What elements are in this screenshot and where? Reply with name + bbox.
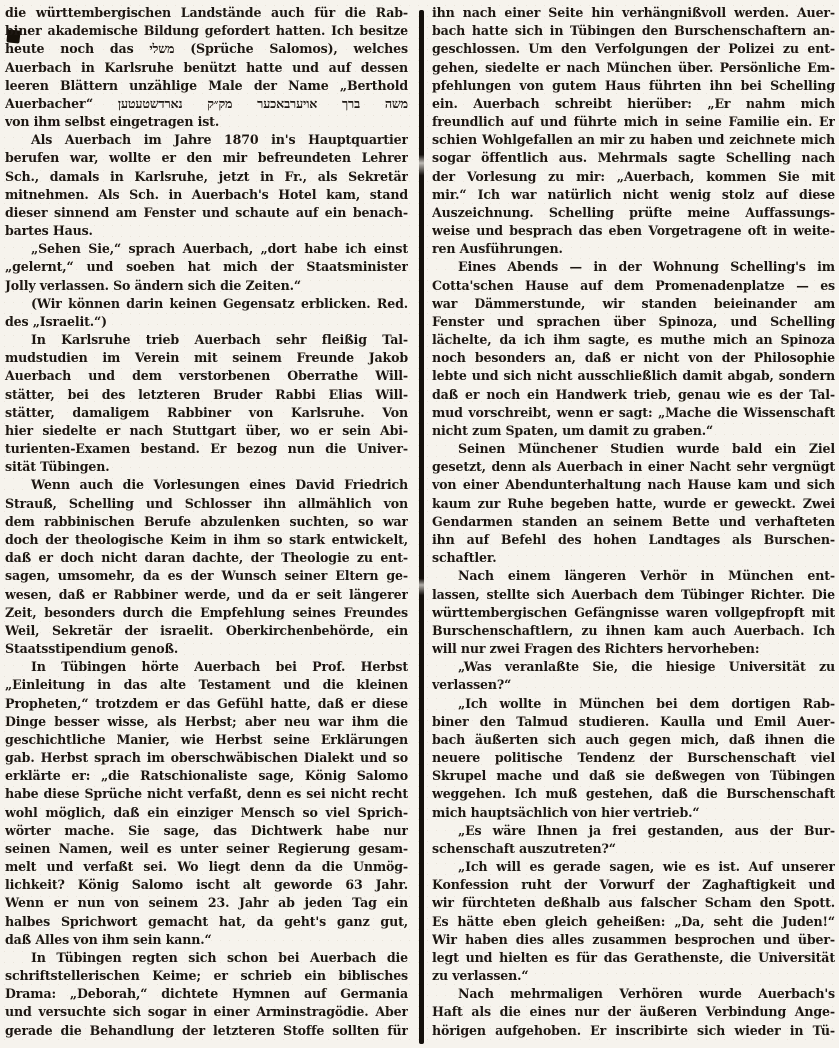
text-line: geschichtliche Manier, wie Herbst seine Erklärungen	[5, 731, 408, 747]
text-line: sität Tübingen.	[5, 459, 110, 475]
text-line: war Dämmerstunde, wir standen beieinander am	[432, 295, 835, 311]
text-line: Seinen Münchener Studien wurde bald ein Ziel	[458, 441, 835, 457]
text-line: daß er doch nicht daran dachte, der Theologie zu ent-	[5, 550, 408, 566]
text-line: In Tübingen hörte Auerbach bei Prof. Herbst	[31, 659, 408, 675]
text-line: die württembergischen Landstände auch für die Rab-	[5, 5, 408, 20]
text-line: gab. Herbst sprach im oberschwäbischen Dialekt und so	[5, 750, 408, 766]
text-line: Es hätte eben gleich geheißen: „Da, seht die Juden!“	[432, 913, 835, 929]
text-line: „Ich wollte in München bei dem dortigen Rab-	[458, 695, 835, 711]
text-line: dieser sinnend am Fenster und schaute auf ein benach-	[5, 204, 408, 220]
text-line: von ihm selbst eingetragen ist.	[5, 114, 220, 130]
text-line: Drama: „Deborah,“ dichtete Hymnen auf Germania	[5, 986, 408, 1002]
text-line: mitnehmen. Als Sch. in Auerbach's Hotel kam, stand	[5, 186, 408, 202]
text-line: „Sehen Sie,“ sprach Auerbach, „dort habe ich einst	[31, 241, 408, 257]
text-line: lächelte, da ich ihm sagte, es muthe mich an Spinoza	[432, 332, 835, 348]
text-line: verlassen?“	[432, 677, 512, 693]
text-line: legt und hielten es für das Gerathenste, die Universität	[432, 949, 835, 965]
text-line: Nach mehrmaligen Verhören wurde Auerbach's	[458, 986, 835, 1002]
text-line: Eines Abends — in der Wohnung Schelling's im	[458, 259, 835, 275]
text-line: stätter, damaligem Rabbiner von Karlsruhe. Von	[5, 404, 408, 420]
text-line: melt und verfaßt sei. Wo liegt denn da die Unmög-	[5, 859, 408, 875]
text-line: „Was veranlaßte Sie, die hiesige Universität zu	[458, 659, 835, 675]
text-line: noch besonders an, daß er nicht von der Philosophie	[432, 350, 835, 366]
text-line: halbes Sprichwort gemacht hat, da geht's ganz gut,	[5, 913, 408, 929]
text-line: Haft als die eines nur der äußeren Verbindung Ange-	[432, 1004, 835, 1020]
text-line: Auszeichnung. Schelling prüfte meine Auffassungs-	[432, 204, 835, 220]
text-line: Wenn er nun von seinem 23. Jahr ab jeden Tag ein	[5, 895, 408, 911]
text-line: nicht zum Spaten, um damit zu graben.“	[432, 422, 714, 438]
text-line: hörigen aufgehoben. Er inscribirte sich wieder in Tü-	[432, 1022, 835, 1038]
text-line: bach äußerten sich auch gegen mich, daß ihnen die	[432, 731, 835, 747]
text-line: schriftstellerischen Keime; er schrieb ein biblisches	[5, 968, 408, 984]
text-line: des „Israelit.“)	[5, 313, 107, 329]
text-line: Staatsstipendium genoß.	[5, 641, 179, 657]
text-line: dem rabbinischen Berufe abzulenken suchten, so war	[5, 513, 408, 529]
text-line: Burschenschaftlern, zu ihnen kam auch Auerbach. Ich	[432, 622, 835, 638]
text-line: mir.“ Ich war natürlich nicht wenig stolz auf diese	[432, 186, 835, 202]
text-line: Auerbach und dem verstorbenen Oberrathe Will-	[5, 368, 408, 384]
text-line: In Karlsruhe trieb Auerbach sehr fleißig Tal-	[31, 332, 408, 348]
text-line: mudstudien im Verein mit seinem Freunde Jakob	[5, 350, 408, 366]
text-line: sagen, umsomehr, da es der Wunsch seiner Eltern ge-	[5, 568, 408, 584]
text-line: „Es wäre Ihnen ja frei gestanden, aus der Bur-	[458, 822, 835, 838]
text-line: ein. Auerbach schreibt hierüber: „Er nahm mich	[432, 95, 835, 111]
text-line: leeren Blättern unzählige Male der Name „Berthold	[5, 77, 408, 93]
text-line: mich hauptsächlich von hier vertrieb.“	[432, 804, 700, 820]
text-line: Auerbacher“ משה ברך אויערבאכער מק״ק נארדשטעטען	[5, 95, 408, 111]
text-line: Dinge besser wisse, als Herbst; aber neu war ihm die	[5, 713, 408, 729]
text-line: wesen, daß er Rabbiner werde, und da er seit längerer	[5, 586, 408, 602]
text-line: mud vorschreibt, wenn er sagt: „Mache die Wissenschaft	[432, 404, 835, 420]
text-line: schenschaft auszutreten?“	[432, 840, 616, 856]
text-line: biner akademische Bildung gefordert hatten. Ich besitze	[5, 23, 408, 39]
text-line: daß Alles von ihm sein kann.“	[5, 931, 212, 947]
text-line: gerade die Behandlung der letzteren Stoffe sollten für	[5, 1022, 408, 1038]
text-line: Nach einem längeren Verhör in München ent-	[458, 568, 835, 584]
text-line: Wenn auch die Vorlesungen eines David Friedrich	[31, 477, 408, 493]
text-line: berufen war, wollte er den mir befreundeten Lehrer	[5, 150, 408, 166]
text-line: Fenster und sprachen über Spinoza, und Schelling	[432, 313, 835, 329]
text-line: Propheten,“ trotzdem er das Gefühl hatte, daß er diese	[5, 695, 408, 711]
text-line: zu verlassen.“	[432, 968, 529, 984]
text-line: gehen, siedelte er nach München über. Persönliche Em-	[432, 59, 835, 75]
text-line: Gendarmen standen an seinem Bette und verhafteten	[432, 513, 835, 529]
text-line: daß er noch ein Handwerk trieb, genau wie es der Tal-	[432, 386, 835, 402]
text-line: ihn nach einer Seite hin verhängnißvoll werden. Auer-	[432, 5, 835, 20]
text-line: biner den Talmud studieren. Kaulla und Emil Auer-	[432, 713, 835, 729]
text-line: ren Ausführungen.	[432, 241, 563, 257]
text-line: Zeit, besonders durch die Empfehlung seines Freundes	[5, 604, 408, 620]
text-line: Als Auerbach im Jahre 1870 in's Hauptquartier	[31, 132, 408, 148]
text-line: Strauß, Schelling und Schlosser ihn allmählich von	[5, 495, 408, 511]
text-line: freundlich auf und führte mich in seine Familie ein. Er	[432, 114, 835, 130]
text-line: geschlossen. Um den Verfolgungen der Polizei zu ent-	[432, 41, 835, 57]
text-line: von einer Abendunterhaltung nach Hause kam und sich	[432, 477, 835, 493]
text-line: lichkeit? König Salomo ischt alt geworde 63 Jahr.	[5, 877, 408, 893]
text-line: In Tübingen regten sich schon bei Auerbach die	[31, 949, 408, 965]
text-line: gesetzt, denn als Auerbach in einer Nacht sehr vergnügt	[432, 459, 835, 475]
text-line: und versuchte sich sogar in einer Arminstragödie. Aber	[5, 1004, 408, 1020]
text-line: sogar öffentlich aus. Mehrmals sagte Schelling nach	[432, 150, 835, 166]
text-line: bach hatte sich in Tübingen den Burschenschaftern an-	[432, 23, 835, 39]
text-line: habe diese Sprüche nicht verfaßt, denn es sei nicht recht	[5, 786, 408, 802]
text-line: lassen, stellte sich Auerbach dem Tübinger Richter. Die	[432, 586, 835, 602]
text-line: kaum zur Ruhe begeben hatte, wurde er geweckt. Zwei	[432, 495, 835, 511]
text-line: wohl möglich, daß ein einziger Mensch so viel Sprich-	[5, 804, 408, 820]
text-line: wir fürchteten deßhalb aus falscher Scham den Spott.	[432, 895, 835, 911]
text-line: (Wir können darin keinen Gegensatz erblicken. Red.	[31, 295, 408, 311]
text-line: Sch., damals in Karlsruhe, jetzt in Fr., als Sekretär	[5, 168, 408, 184]
left-text-column	[5, 4, 408, 1044]
column-divider-rule	[419, 10, 424, 1044]
text-line: „Ich will es gerade sagen, wie es ist. Auf unserer	[458, 859, 835, 875]
text-line: pfehlungen von gutem Haus führten ihn bei Schelling	[432, 77, 835, 93]
text-line: neuere politische Tendenz der Burschenschaft viel	[432, 750, 835, 766]
text-line: weise und besprach das eben Vorgetragene oft in weite-	[432, 223, 835, 239]
text-line: stätter, bei des letzteren Bruder Rabbi Elias Will-	[5, 386, 408, 402]
text-line: Konfession ruht der Vorwurf der Zaghaftigkeit und	[432, 877, 835, 893]
text-line: Weil, Sekretär der israelit. Oberkirchenbehörde, ein	[5, 622, 408, 638]
text-line: württembergischen Gefängnisse waren vollgepfropft mit	[432, 604, 835, 620]
text-line: Jolly verlassen. So ändern sich die Zeiten.“	[5, 277, 301, 293]
text-line: turienten-Examen bestand. Er bezog nun die Univer-	[5, 441, 408, 457]
text-line: weggehen. Ich muß gestehen, daß die Burschenschaft	[432, 786, 835, 802]
text-line: doch der theologische Keim in ihm so stark entwickelt,	[5, 531, 408, 547]
text-line: schaftler.	[432, 550, 497, 566]
text-line: schien Wohlgefallen an mir zu haben und zeichnete mich	[432, 132, 835, 148]
text-line: Wir haben dies alles zusammen besprochen und über-	[432, 931, 835, 947]
text-line: wörter mache. Sie sage, das Dichtwerk habe nur	[5, 822, 408, 838]
text-line: erklärte er: „die Ratschionaliste sage, König Salomo	[5, 768, 408, 784]
text-line: Auerbach in Karlsruhe benützt hatte und auf dessen	[5, 59, 408, 75]
text-line: seinen Namen, weil es unter seiner Regierung gesam-	[5, 840, 408, 856]
text-line: Skrupel mache und daß sie deßwegen von Tübingen	[432, 768, 835, 784]
text-line: ihn auf Befehl des hohen Landtages als Burschen-	[432, 531, 835, 547]
right-text-column	[432, 4, 835, 1044]
text-line: bartes Haus.	[5, 223, 93, 239]
text-line: Cotta'schen Hause auf dem Promenadenplatze — es	[432, 277, 835, 293]
text-line: der Vorlesung zu mir: „Auerbach, kommen Sie mit	[432, 168, 835, 184]
text-line: will nur zwei Fragen des Richters hervorheben:	[432, 641, 760, 657]
text-line: „Einleitung in das alte Testament und die kleinen	[5, 677, 408, 693]
text-line: hier siedelte er nach Stuttgart über, wo er sein Abi-	[5, 422, 408, 438]
text-line: heute noch das משלי (Sprüche Salomos), welches	[5, 41, 408, 57]
text-line: lebte und sich nicht ausschließlich damit abgab, sondern	[432, 368, 835, 384]
text-line: „gelernt,“ und soeben hat mich der Staatsminister	[5, 259, 408, 275]
